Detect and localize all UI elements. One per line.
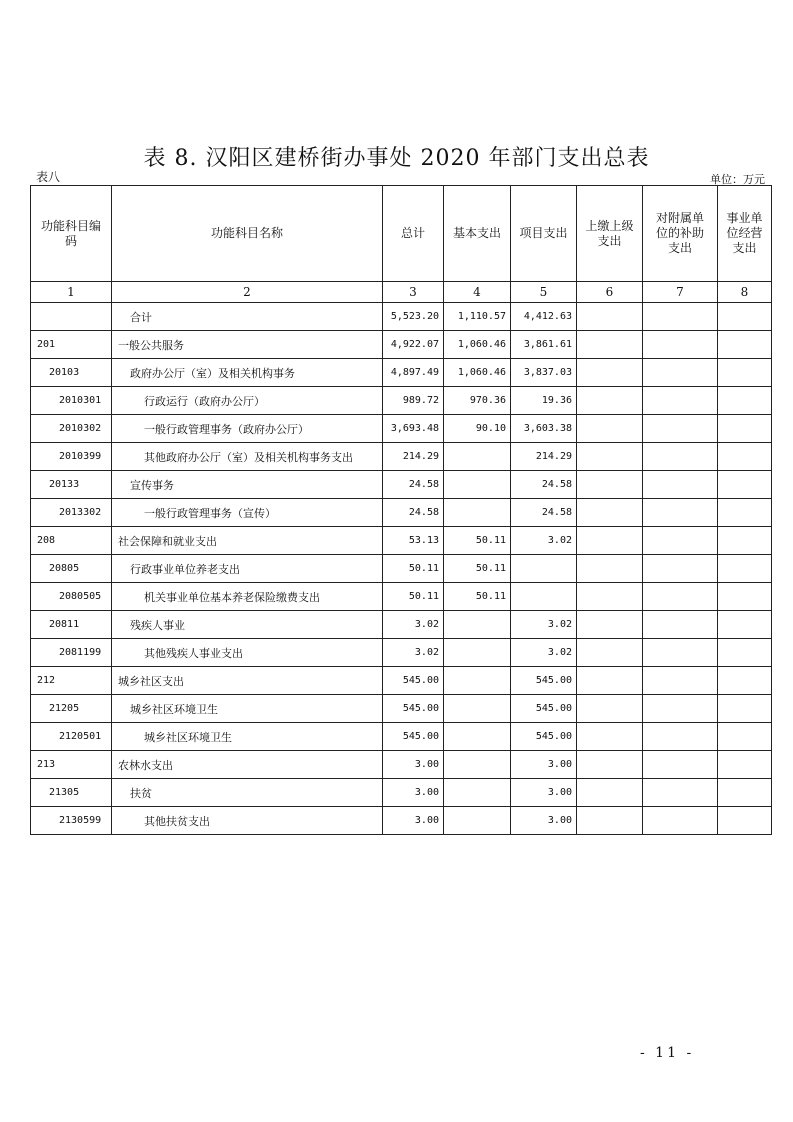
cell-name: 行政事业单位养老支出 — [112, 555, 383, 583]
cell-name: 城乡社区支出 — [112, 667, 383, 695]
cell-basic: 50.11 — [444, 527, 511, 555]
cell-business — [718, 443, 772, 471]
header-cell-project: 项目支出 — [511, 186, 577, 282]
cell-code: 20103 — [31, 359, 112, 387]
table-label: 表八 — [36, 170, 61, 184]
cell-code: 2013302 — [31, 499, 112, 527]
table-row — [31, 583, 772, 611]
cell-total: 4,897.49 — [383, 359, 444, 387]
cell-code: 213 — [31, 751, 112, 779]
cell-business — [718, 527, 772, 555]
cell-project: 19.36 — [511, 387, 577, 415]
cell-basic — [444, 639, 511, 667]
cell-subsidy — [643, 415, 718, 443]
cell-business — [718, 499, 772, 527]
table-row — [31, 555, 772, 583]
column-number: 2 — [112, 282, 383, 303]
cell-upper — [577, 387, 643, 415]
cell-basic — [444, 471, 511, 499]
cell-code: 2081199 — [31, 639, 112, 667]
header-cell-upper: 上缴上级支出 — [577, 186, 643, 282]
cell-upper — [577, 779, 643, 807]
cell-total: 5,523.20 — [383, 303, 444, 331]
column-number: 5 — [511, 282, 577, 303]
cell-code: 201 — [31, 331, 112, 359]
cell-code: 212 — [31, 667, 112, 695]
cell-business — [718, 723, 772, 751]
cell-basic: 90.10 — [444, 415, 511, 443]
cell-business — [718, 751, 772, 779]
column-number: 3 — [383, 282, 444, 303]
cell-business — [718, 779, 772, 807]
cell-total: 545.00 — [383, 695, 444, 723]
cell-business — [718, 639, 772, 667]
cell-upper — [577, 667, 643, 695]
cell-project: 3,861.61 — [511, 331, 577, 359]
cell-business — [718, 807, 772, 835]
cell-project — [511, 555, 577, 583]
cell-subsidy — [643, 387, 718, 415]
cell-subsidy — [643, 695, 718, 723]
cell-total: 3,693.48 — [383, 415, 444, 443]
cell-total: 545.00 — [383, 667, 444, 695]
unit-label: 单位：万元 — [710, 173, 765, 186]
column-number: 6 — [577, 282, 643, 303]
cell-subsidy — [643, 443, 718, 471]
table-row — [31, 667, 772, 695]
cell-basic: 50.11 — [444, 555, 511, 583]
cell-code: 21205 — [31, 695, 112, 723]
cell-total: 3.00 — [383, 751, 444, 779]
cell-upper — [577, 639, 643, 667]
cell-total: 53.13 — [383, 527, 444, 555]
cell-project: 3.02 — [511, 611, 577, 639]
cell-name: 一般行政管理事务（宣传） — [112, 499, 383, 527]
cell-project: 545.00 — [511, 695, 577, 723]
column-number: 4 — [444, 282, 511, 303]
cell-subsidy — [643, 583, 718, 611]
cell-project: 3.02 — [511, 527, 577, 555]
cell-name: 政府办公厅（室）及相关机构事务 — [112, 359, 383, 387]
cell-name: 其他残疾人事业支出 — [112, 639, 383, 667]
cell-name: 合计 — [112, 303, 383, 331]
cell-business — [718, 667, 772, 695]
table-row — [31, 723, 772, 751]
table-row — [31, 443, 772, 471]
cell-subsidy — [643, 611, 718, 639]
cell-upper — [577, 527, 643, 555]
cell-project: 3.00 — [511, 807, 577, 835]
cell-business — [718, 695, 772, 723]
cell-total: 3.00 — [383, 779, 444, 807]
header-cell-business: 事业单位经营支出 — [718, 186, 772, 282]
cell-name: 城乡社区环境卫生 — [112, 723, 383, 751]
cell-name: 行政运行（政府办公厅） — [112, 387, 383, 415]
cell-upper — [577, 415, 643, 443]
cell-project: 3.02 — [511, 639, 577, 667]
cell-basic — [444, 807, 511, 835]
cell-total: 989.72 — [383, 387, 444, 415]
cell-business — [718, 415, 772, 443]
cell-subsidy — [643, 555, 718, 583]
cell-code: 2080505 — [31, 583, 112, 611]
cell-name: 其他政府办公厅（室）及相关机构事务支出 — [112, 443, 383, 471]
cell-name: 残疾人事业 — [112, 611, 383, 639]
cell-business — [718, 331, 772, 359]
cell-subsidy — [643, 471, 718, 499]
cell-upper — [577, 359, 643, 387]
cell-subsidy — [643, 779, 718, 807]
cell-total: 214.29 — [383, 443, 444, 471]
cell-upper — [577, 303, 643, 331]
header-cell-subsidy: 对附属单位的补助支出 — [643, 186, 718, 282]
table-row — [31, 387, 772, 415]
table-row — [31, 527, 772, 555]
table-row — [31, 807, 772, 835]
cell-name: 宣传事务 — [112, 471, 383, 499]
cell-project: 545.00 — [511, 723, 577, 751]
page-title: 表 8. 汉阳区建桥街办事处 2020 年部门支出总表 — [143, 146, 650, 171]
cell-project: 3.00 — [511, 751, 577, 779]
cell-total: 545.00 — [383, 723, 444, 751]
table-row — [31, 331, 772, 359]
cell-total: 24.58 — [383, 499, 444, 527]
cell-code: 2120501 — [31, 723, 112, 751]
cell-total: 50.11 — [383, 555, 444, 583]
table-row — [31, 751, 772, 779]
cell-upper — [577, 583, 643, 611]
header-cell-basic: 基本支出 — [444, 186, 511, 282]
cell-name: 城乡社区环境卫生 — [112, 695, 383, 723]
cell-subsidy — [643, 499, 718, 527]
cell-code: 2010302 — [31, 415, 112, 443]
cell-business — [718, 359, 772, 387]
table-row — [31, 695, 772, 723]
cell-basic — [444, 779, 511, 807]
header-row — [31, 186, 772, 282]
cell-business — [718, 387, 772, 415]
page-number: - 11 - — [640, 1045, 695, 1061]
cell-basic — [444, 611, 511, 639]
cell-subsidy — [643, 807, 718, 835]
cell-upper — [577, 751, 643, 779]
cell-code: 20811 — [31, 611, 112, 639]
cell-project: 3,603.38 — [511, 415, 577, 443]
cell-code: 2010301 — [31, 387, 112, 415]
cell-code: 20133 — [31, 471, 112, 499]
cell-total: 24.58 — [383, 471, 444, 499]
cell-name: 社会保障和就业支出 — [112, 527, 383, 555]
cell-name: 扶贫 — [112, 779, 383, 807]
column-number: 8 — [718, 282, 772, 303]
cell-upper — [577, 331, 643, 359]
cell-code — [31, 303, 112, 331]
cell-project: 545.00 — [511, 667, 577, 695]
table-row — [31, 471, 772, 499]
cell-subsidy — [643, 303, 718, 331]
header-cell-total: 总计 — [383, 186, 444, 282]
cell-project: 4,412.63 — [511, 303, 577, 331]
cell-project: 24.58 — [511, 499, 577, 527]
cell-basic: 1,060.46 — [444, 359, 511, 387]
cell-name: 一般行政管理事务（政府办公厅） — [112, 415, 383, 443]
cell-subsidy — [643, 751, 718, 779]
cell-subsidy — [643, 359, 718, 387]
cell-basic: 50.11 — [444, 583, 511, 611]
cell-name: 一般公共服务 — [112, 331, 383, 359]
cell-basic — [444, 499, 511, 527]
header-cell-name: 功能科目名称 — [112, 186, 383, 282]
cell-subsidy — [643, 331, 718, 359]
cell-business — [718, 611, 772, 639]
cell-subsidy — [643, 723, 718, 751]
cell-business — [718, 583, 772, 611]
cell-business — [718, 471, 772, 499]
cell-code: 2010399 — [31, 443, 112, 471]
table-row — [31, 415, 772, 443]
cell-basic — [444, 751, 511, 779]
cell-upper — [577, 695, 643, 723]
table-row — [31, 639, 772, 667]
cell-project: 24.58 — [511, 471, 577, 499]
cell-upper — [577, 807, 643, 835]
cell-project: 3.00 — [511, 779, 577, 807]
cell-total: 3.02 — [383, 639, 444, 667]
cell-subsidy — [643, 527, 718, 555]
cell-upper — [577, 611, 643, 639]
table-row — [31, 303, 772, 331]
column-number: 7 — [643, 282, 718, 303]
cell-subsidy — [643, 667, 718, 695]
table-row — [31, 499, 772, 527]
cell-name: 机关事业单位基本养老保险缴费支出 — [112, 583, 383, 611]
cell-business — [718, 555, 772, 583]
cell-upper — [577, 723, 643, 751]
cell-upper — [577, 471, 643, 499]
cell-code: 20805 — [31, 555, 112, 583]
cell-name: 其他扶贫支出 — [112, 807, 383, 835]
cell-total: 50.11 — [383, 583, 444, 611]
cell-basic — [444, 443, 511, 471]
table-row — [31, 611, 772, 639]
cell-subsidy — [643, 639, 718, 667]
cell-upper — [577, 499, 643, 527]
expenditure-table — [30, 185, 772, 835]
cell-basic — [444, 695, 511, 723]
cell-basic — [444, 667, 511, 695]
cell-basic: 1,110.57 — [444, 303, 511, 331]
cell-total: 3.00 — [383, 807, 444, 835]
table-row — [31, 779, 772, 807]
table-row — [31, 359, 772, 387]
cell-total: 4,922.07 — [383, 331, 444, 359]
cell-total: 3.02 — [383, 611, 444, 639]
column-number-row — [31, 282, 772, 303]
cell-code: 21305 — [31, 779, 112, 807]
cell-project: 214.29 — [511, 443, 577, 471]
cell-basic: 970.36 — [444, 387, 511, 415]
column-number: 1 — [31, 282, 112, 303]
header-cell-code: 功能科目编码 — [31, 186, 112, 282]
cell-basic — [444, 723, 511, 751]
cell-upper — [577, 443, 643, 471]
cell-project — [511, 583, 577, 611]
cell-business — [718, 303, 772, 331]
cell-upper — [577, 555, 643, 583]
cell-code: 2130599 — [31, 807, 112, 835]
cell-project: 3,837.03 — [511, 359, 577, 387]
cell-code: 208 — [31, 527, 112, 555]
cell-basic: 1,060.46 — [444, 331, 511, 359]
cell-name: 农林水支出 — [112, 751, 383, 779]
